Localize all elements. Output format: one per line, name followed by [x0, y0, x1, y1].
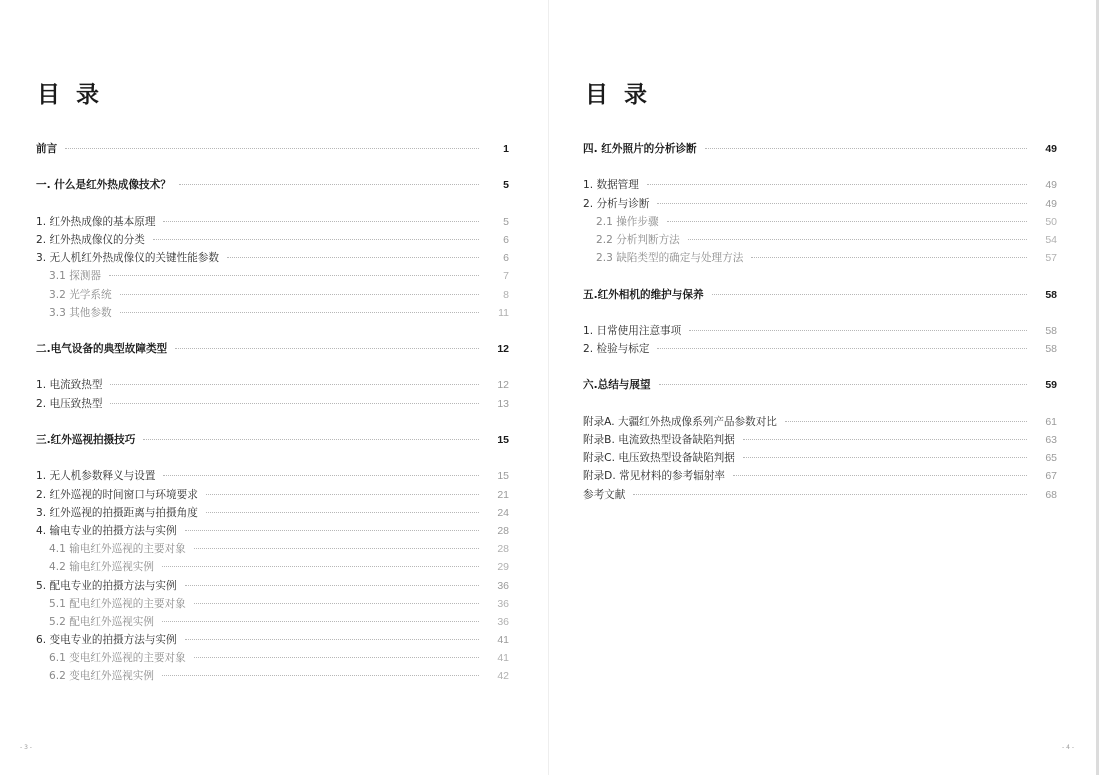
- toc-spacer: [36, 413, 509, 431]
- toc-page-number: 15: [497, 470, 509, 483]
- toc-page-number: 61: [1045, 415, 1057, 428]
- toc-section[interactable]: [583, 286, 1057, 304]
- toc-label: 3. 红外巡视的拍摄距离与拍摄角度: [36, 506, 198, 519]
- toc-page-number: 12: [497, 343, 509, 356]
- toc-spacer: [583, 395, 1057, 413]
- toc-label: 5.1 配电红外巡视的主要对象: [49, 597, 186, 610]
- toc-page-number: 68: [1045, 488, 1057, 501]
- toc-item[interactable]: [36, 213, 509, 231]
- toc-list: [583, 140, 1057, 504]
- dot-leader: [179, 184, 479, 185]
- toc-page-number: 5: [503, 179, 509, 192]
- toc-section[interactable]: [36, 431, 509, 449]
- toc-page-number: 58: [1045, 343, 1057, 356]
- toc-item[interactable]: [583, 340, 1057, 358]
- toc-item[interactable]: [583, 449, 1057, 467]
- dot-leader: [712, 294, 1027, 295]
- dot-leader: [657, 348, 1027, 349]
- toc-subitem[interactable]: [36, 649, 509, 667]
- toc-subitem[interactable]: [36, 667, 509, 685]
- toc-item[interactable]: [36, 522, 509, 540]
- dot-leader: [163, 475, 479, 476]
- toc-label: 6.2 变电红外巡视实例: [49, 670, 154, 683]
- toc-item[interactable]: [36, 631, 509, 649]
- toc-page-number: 63: [1045, 434, 1057, 446]
- toc-section[interactable]: [36, 340, 509, 358]
- toc-item[interactable]: [583, 322, 1057, 340]
- toc-label: 1. 无人机参数释义与设置: [36, 470, 156, 483]
- toc-page-number: 15: [497, 434, 509, 446]
- toc-subitem[interactable]: [583, 249, 1057, 267]
- toc-item[interactable]: [583, 176, 1057, 194]
- toc-label: 附录D. 常见材料的参考辐射率: [583, 470, 726, 483]
- left-page: [0, 0, 548, 775]
- toc-page-number: 49: [1045, 143, 1057, 155]
- toc-page-number: 28: [497, 543, 509, 556]
- toc-label: 6.1 变电红外巡视的主要对象: [49, 652, 186, 665]
- toc-label: 3. 无人机红外热成像仪的关键性能参数: [36, 252, 219, 265]
- toc-spacer: [583, 267, 1057, 285]
- dot-leader: [185, 530, 479, 531]
- toc-section[interactable]: [36, 176, 509, 194]
- toc-label: 4. 输电专业的拍摄方法与实例: [36, 524, 177, 537]
- toc-label: 一. 什么是红外热成像技术？: [36, 179, 171, 192]
- toc-page-number: 65: [1045, 452, 1057, 465]
- right-page: [549, 0, 1097, 775]
- toc-section[interactable]: [583, 140, 1057, 158]
- toc-label: 2. 红外热成像仪的分类: [36, 233, 145, 246]
- dot-leader: [109, 275, 479, 276]
- toc-label: 4.1 输电红外巡视的主要对象: [49, 543, 186, 556]
- dot-leader: [206, 494, 479, 495]
- toc-page-number: 36: [497, 615, 509, 628]
- toc-page-number: 28: [497, 524, 509, 537]
- toc-label: 5.2 配电红外巡视实例: [49, 615, 154, 628]
- toc-page-number: 13: [497, 397, 509, 410]
- toc-page-number: 50: [1045, 215, 1057, 228]
- toc-label: 2. 分析与诊断: [583, 197, 650, 210]
- toc-item[interactable]: [583, 431, 1057, 449]
- toc-page-number: 36: [497, 597, 509, 610]
- toc-page-number: 49: [1045, 197, 1057, 210]
- dot-leader: [110, 384, 479, 385]
- dot-leader: [733, 475, 1027, 476]
- toc-label: 1. 数据管理: [583, 179, 639, 192]
- toc-label: 前言: [36, 143, 58, 155]
- toc-subitem[interactable]: [36, 595, 509, 613]
- page-number: - 4 -: [1062, 744, 1074, 751]
- dot-leader: [110, 403, 479, 404]
- toc-subitem[interactable]: [583, 213, 1057, 231]
- page-number: - 3 -: [20, 744, 32, 751]
- dot-leader: [163, 221, 479, 222]
- dot-leader: [743, 457, 1027, 458]
- toc-spacer: [583, 358, 1057, 376]
- dot-leader: [185, 585, 479, 586]
- toc-page-number: 12: [497, 379, 509, 392]
- toc-page-number: 7: [503, 270, 509, 283]
- toc-page-number: 58: [1045, 324, 1057, 337]
- toc-label: 6. 变电专业的拍摄方法与实例: [36, 634, 177, 647]
- toc-subitem[interactable]: [36, 613, 509, 631]
- toc-subitem[interactable]: [36, 267, 509, 285]
- toc-item[interactable]: [36, 395, 509, 413]
- toc-page-number: 54: [1045, 233, 1057, 246]
- toc-spacer: [583, 304, 1057, 322]
- toc-label: 2.2 分析判断方法: [596, 233, 680, 246]
- page-title: 目 录: [37, 82, 104, 108]
- toc-spacer: [36, 322, 509, 340]
- dot-leader: [743, 439, 1027, 440]
- dot-leader: [143, 439, 479, 440]
- dot-leader: [153, 239, 479, 240]
- dot-leader: [751, 257, 1027, 258]
- dot-leader: [120, 312, 479, 313]
- toc-label: 3.2 光学系统: [49, 288, 112, 301]
- toc-label: 3.3 其他参数: [49, 306, 112, 319]
- toc-item[interactable]: [36, 249, 509, 267]
- toc-label: 附录A. 大疆红外热成像系列产品参数对比: [583, 415, 777, 428]
- toc-spacer: [36, 195, 509, 213]
- toc-label: 2.3 缺陷类型的确定与处理方法: [596, 252, 744, 265]
- toc-item[interactable]: [36, 504, 509, 522]
- dot-leader: [667, 221, 1027, 222]
- toc-label: 2. 检验与标定: [583, 343, 650, 356]
- toc-subitem[interactable]: [36, 540, 509, 558]
- page-title: 目 录: [585, 82, 652, 108]
- toc-page-number: 5: [503, 215, 509, 228]
- toc-label: 1. 日常使用注意事项: [583, 324, 682, 337]
- dot-leader: [194, 657, 479, 658]
- toc-page-number: 59: [1045, 379, 1057, 392]
- toc-item[interactable]: [583, 413, 1057, 431]
- toc-page-number: 42: [497, 670, 509, 683]
- toc-label: 五.红外相机的维护与保养: [583, 288, 704, 301]
- toc-page-number: 58: [1045, 288, 1057, 301]
- toc-subitem[interactable]: [36, 304, 509, 322]
- dot-leader: [647, 184, 1027, 185]
- toc-label: 三.红外巡视拍摄技巧: [36, 434, 136, 446]
- toc-page-number: 6: [503, 252, 509, 265]
- toc-label: 四. 红外照片的分析诊断: [583, 143, 697, 155]
- toc-item[interactable]: [583, 486, 1057, 504]
- toc-label: 2.1 操作步骤: [596, 215, 659, 228]
- toc-page-number: 11: [498, 306, 509, 319]
- toc-spacer: [36, 449, 509, 467]
- toc-item[interactable]: [583, 195, 1057, 213]
- dot-leader: [633, 494, 1027, 495]
- toc-page-number: 1: [503, 143, 509, 155]
- toc-page-number: 24: [497, 506, 509, 519]
- dot-leader: [162, 675, 479, 676]
- toc-page-number: 8: [503, 288, 509, 301]
- toc-label: 2. 红外巡视的时间窗口与环境要求: [36, 488, 198, 501]
- dot-leader: [194, 548, 479, 549]
- toc-label: 六.总结与展望: [583, 379, 651, 392]
- dot-leader: [162, 621, 479, 622]
- dot-leader: [688, 239, 1027, 240]
- dot-leader: [120, 294, 479, 295]
- toc-subitem[interactable]: [36, 558, 509, 576]
- toc-page-number: 49: [1045, 179, 1057, 192]
- toc-spacer: [36, 158, 509, 176]
- dot-leader: [659, 384, 1027, 385]
- dot-leader: [194, 603, 479, 604]
- toc-label: 附录B. 电流致热型设备缺陷判据: [583, 434, 735, 446]
- toc-label: 5. 配电专业的拍摄方法与实例: [36, 579, 177, 592]
- toc-label: 2. 电压致热型: [36, 397, 103, 410]
- dot-leader: [227, 257, 479, 258]
- toc-section[interactable]: [36, 140, 509, 158]
- toc-list: [36, 140, 509, 686]
- dot-leader: [206, 512, 479, 513]
- toc-page-number: 67: [1045, 470, 1057, 483]
- toc-label: 二.电气设备的典型故障类型: [36, 343, 168, 356]
- toc-label: 附录C. 电压致热型设备缺陷判据: [583, 452, 735, 465]
- toc-page-number: 57: [1045, 252, 1057, 265]
- dot-leader: [162, 566, 479, 567]
- toc-page-number: 29: [497, 561, 509, 574]
- toc-subitem[interactable]: [583, 231, 1057, 249]
- toc-page-number: 41: [497, 634, 509, 647]
- toc-spacer: [36, 358, 509, 376]
- toc-label: 1. 红外热成像的基本原理: [36, 215, 156, 228]
- toc-page-number: 41: [497, 652, 509, 665]
- toc-label: 参考文献: [583, 488, 626, 501]
- toc-item[interactable]: [36, 231, 509, 249]
- toc-page-number: 6: [503, 233, 509, 246]
- toc-item[interactable]: [36, 577, 509, 595]
- dot-leader: [175, 348, 479, 349]
- toc-item[interactable]: [36, 467, 509, 485]
- toc-item[interactable]: [36, 486, 509, 504]
- dot-leader: [785, 421, 1027, 422]
- dot-leader: [705, 148, 1027, 149]
- toc-label: 4.2 输电红外巡视实例: [49, 561, 154, 574]
- dot-leader: [65, 148, 479, 149]
- toc-page-number: 21: [497, 488, 509, 501]
- dot-leader: [185, 639, 479, 640]
- dot-leader: [657, 203, 1027, 204]
- toc-subitem[interactable]: [36, 286, 509, 304]
- toc-label: 1. 电流致热型: [36, 379, 103, 392]
- toc-spacer: [583, 158, 1057, 176]
- toc-item[interactable]: [583, 467, 1057, 485]
- toc-page-number: 36: [497, 579, 509, 592]
- toc-section[interactable]: [583, 376, 1057, 394]
- toc-item[interactable]: [36, 376, 509, 394]
- dot-leader: [689, 330, 1027, 331]
- toc-label: 3.1 探测器: [49, 270, 101, 283]
